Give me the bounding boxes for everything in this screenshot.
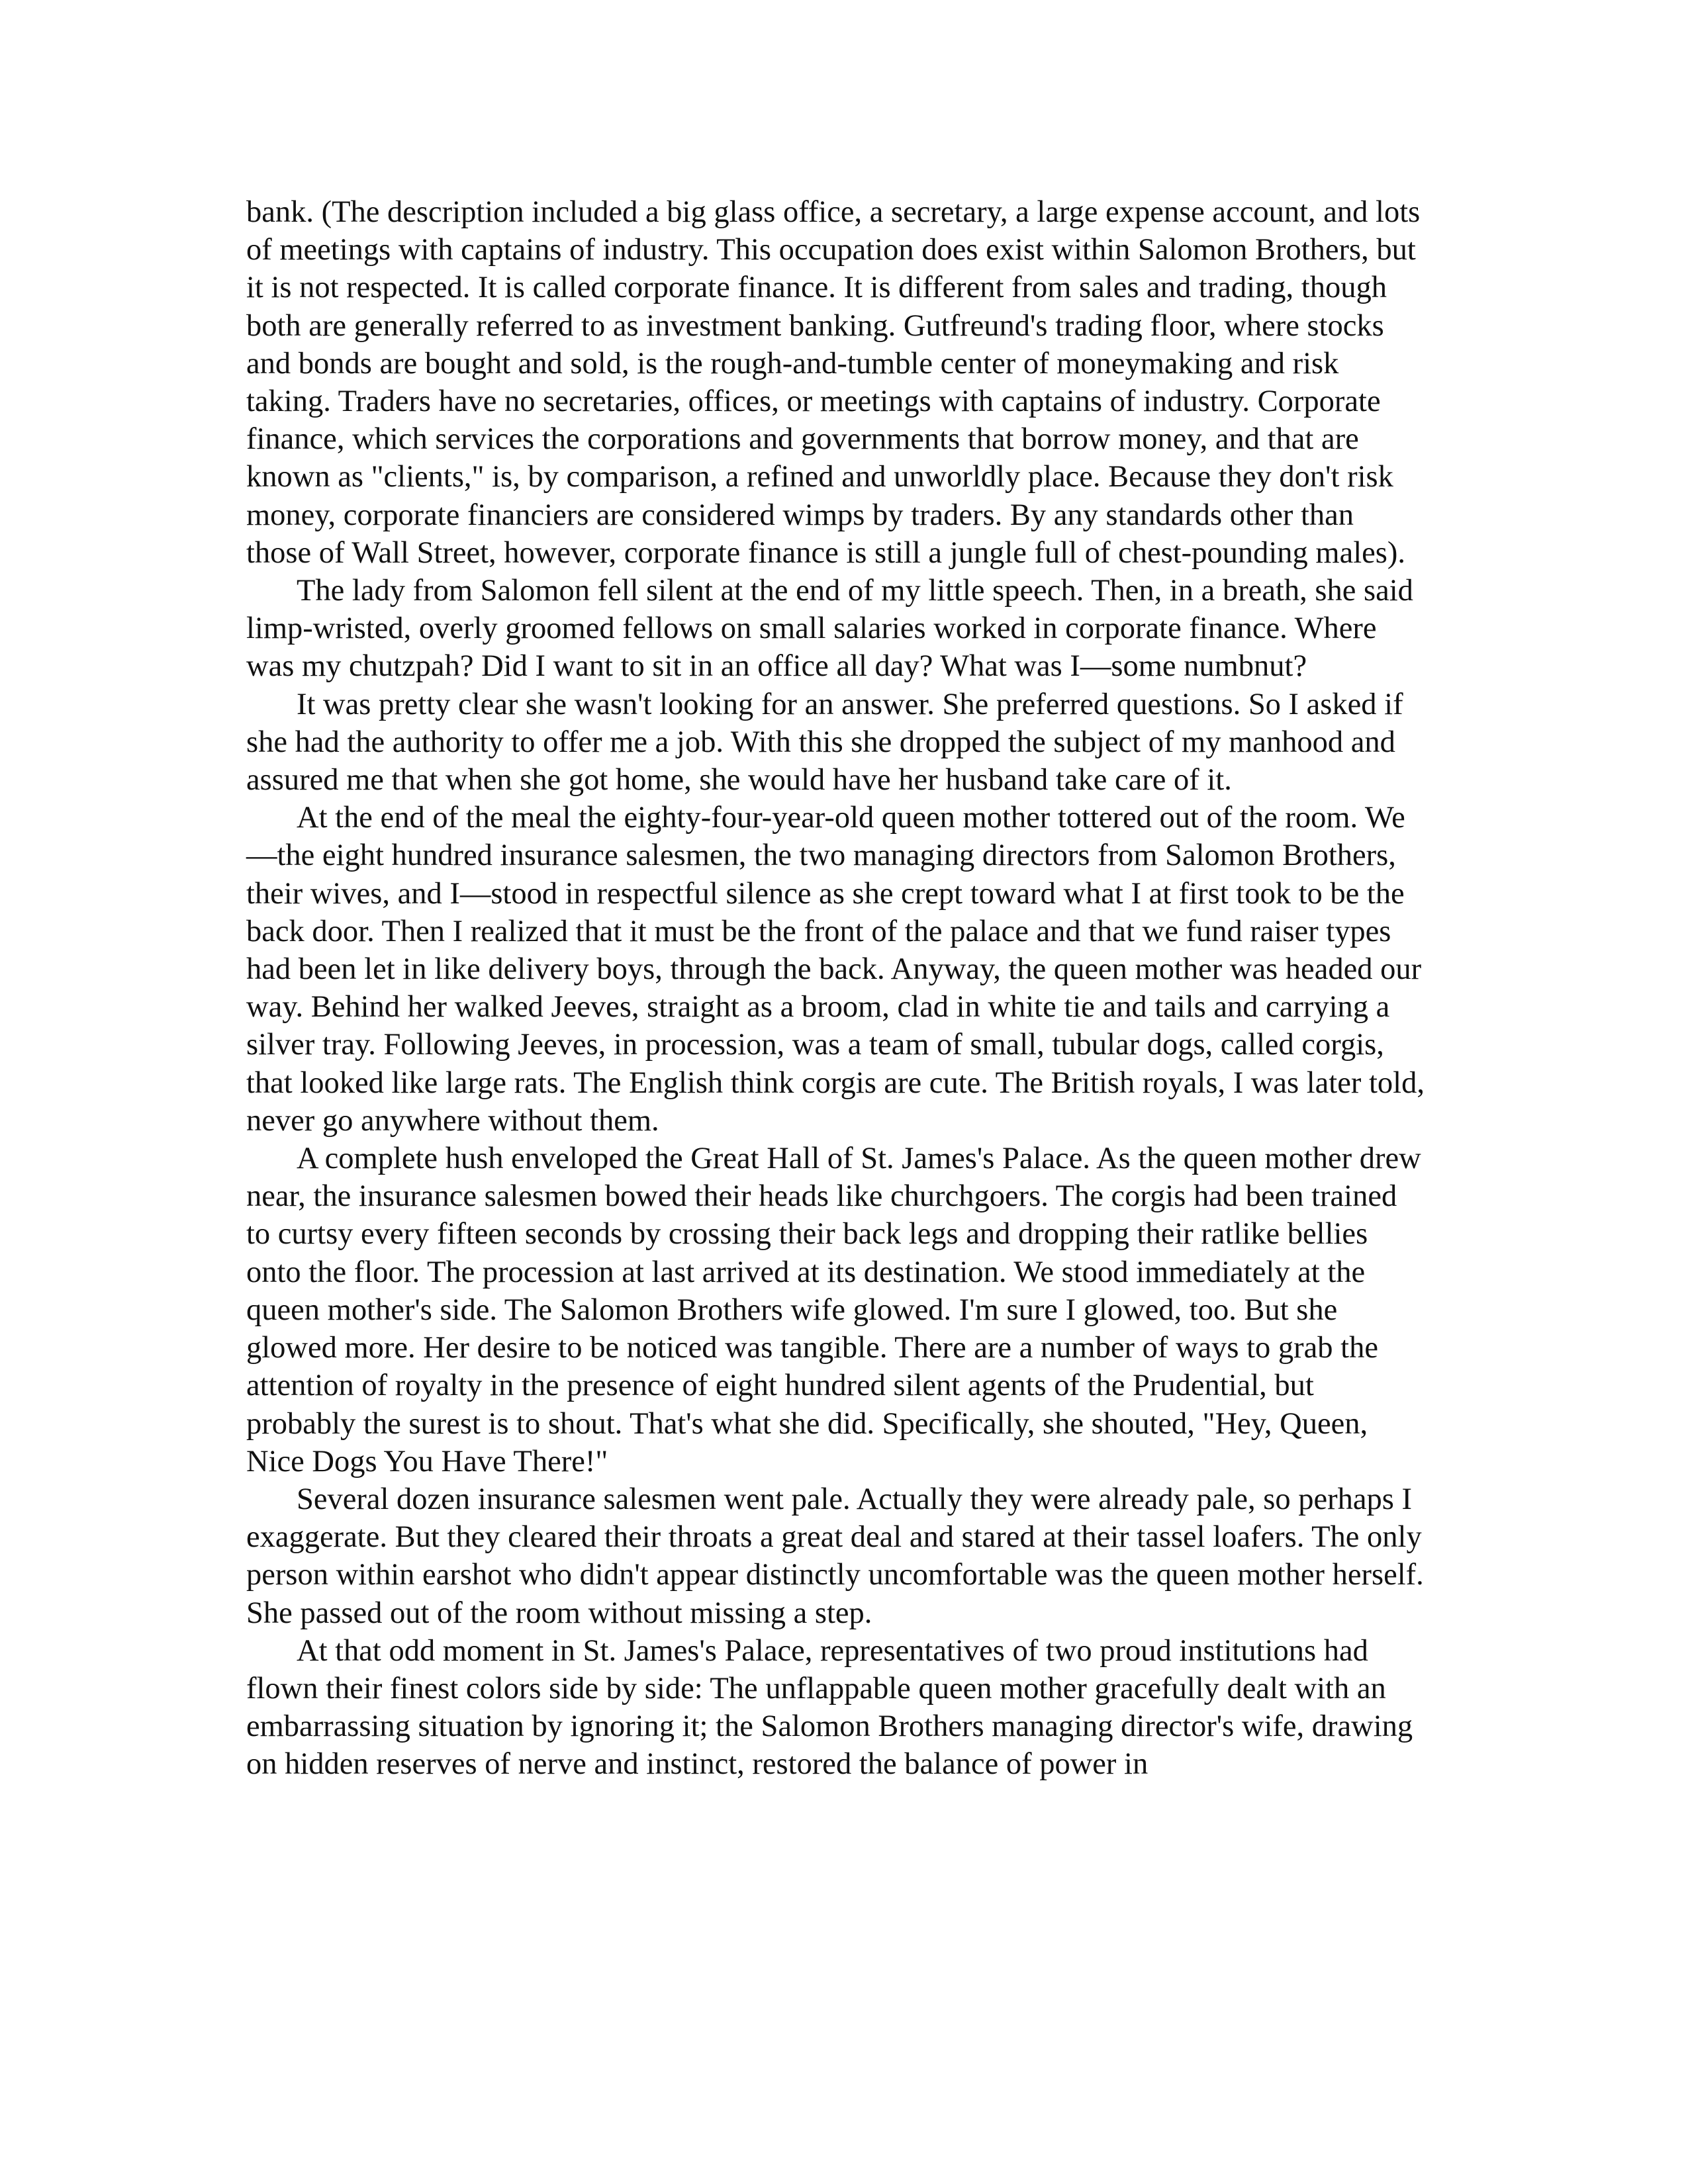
paragraph: A complete hush enveloped the Great Hall of St. James's Palace. As the queen mother drew near, the insurance salesmen bowed their heads like churchgoers. The corgis had been trained to curtsy every fifteen seconds by crossing their back legs and dropping their ratlike bellies onto the floor. The procession at last arrived at its destination. We stood immediately at the queen mother's side. The Salomon Brothers wife glowed. I'm sure I glowed, too. But she glowed more. Her desire to be noticed was tangible. There are a number of ways to grab the attention of royalty in the presence of eight hundred silent agents of the Prudential, but probably the surest is to shout. That's what she did. Specifically, she shouted, "Hey, Queen, Nice Dogs You Have There!": [246, 1142, 1421, 1479]
paragraph: At that odd moment in St. James's Palace, representatives of two proud institutions had flown their finest colors side by side: The unflappable queen mother gracefully dealt with an embarrassing situation by ignoring it; the Salomon Brothers managing director's wife, drawing on hidden reserves of nerve and instinct, restored the balance of power in: [246, 1633, 1413, 1782]
paragraph: The lady from Salomon fell silent at the end of my little speech. Then, in a breath, she said limp-wristed, overly groomed fellows on small salaries worked in corporate finance. Where was my chutzpah? Did I want to sit in an office all day? What was I—some numbnut?: [246, 574, 1413, 684]
paragraph-continuation: bank. (The description included a big glass office, a secretary, a large expense account, and lots of meetings with captains of industry. This occupation does exist within Salomon Brothers, but it is not respected. It is called corporate finance. It is different from sales and trading, though both are generally referred to as investment banking. Gutfreund's trading floor, where stocks and bonds are bought and sold, is the rough-and-tumble center of moneymaking and risk taking. Traders have no secretaries, offices, or meetings with captains of industry. Corporate finance, which services the corporations and governments that borrow money, and that are known as "clients," is, by comparison, a refined and unworldly place. Because they don't risk money, corporate financiers are considered wimps by traders. By any standards other than those of Wall Street, however, corporate finance is still a jungle full of chest-pounding males).: [246, 195, 1421, 570]
paragraph: At the end of the meal the eighty-four-year-old queen mother tottered out of the room. We—the eight hundred insurance salesmen, the two managing directors from Salomon Brothers, their wives, and I—stood in respectful silence as she crept toward what I at first took to be the back door. Then I realized that it must be the front of the palace and that we fund raiser types had been let in like delivery boys, through the back. Anyway, the queen mother was headed our way. Behind her walked Jeeves, straight as a broom, clad in white tie and tails and carrying a silver tray. Following Jeeves, in procession, was a team of small, tubular dogs, called corgis, that looked like large rats. The English think corgis are cute. The British royals, I was later told, never go anywhere without them.: [246, 801, 1425, 1138]
body-text: [246, 193, 1425, 1784]
paragraph: It was pretty clear she wasn't looking for an answer. She preferred questions. So I asked if she had the authority to offer me a job. With this she dropped the subject of my manhood and assured me that when she got home, she would have her husband take care of it.: [246, 687, 1403, 797]
paragraph: Several dozen insurance salesmen went pale. Actually they were already pale, so perhaps I exaggerate. But they cleared their throats a great deal and stared at their tassel loafers. The only person within earshot who didn't appear distinctly uncomfortable was the queen mother herself. She passed out of the room without missing a step.: [246, 1482, 1424, 1630]
